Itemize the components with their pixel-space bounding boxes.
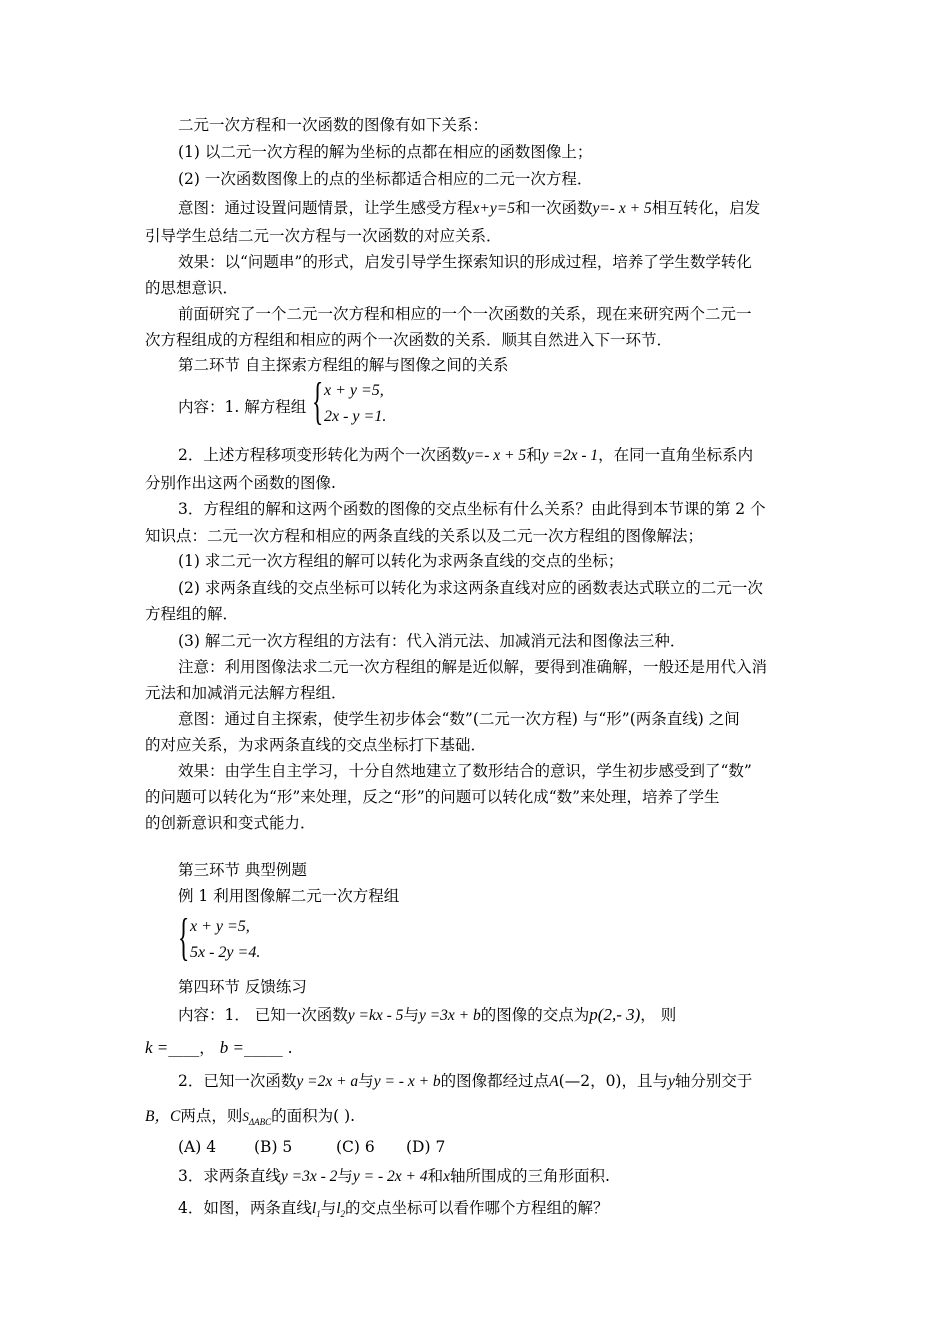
equation-system-2 <box>190 914 260 966</box>
text: (2) 求两条直线的交点坐标可以转化为求这两条直线对应的函数表达式联立的二元一次 <box>178 579 763 597</box>
example-1-title <box>178 886 810 906</box>
paragraph-note <box>178 657 810 677</box>
text: 第二环节 自主探索方程组的解与图像之间的关系 <box>178 356 509 374</box>
text: 的面积为( ). <box>271 1107 356 1125</box>
text: 与 <box>320 1199 337 1217</box>
text: 注意：利用图像法求二元一次方程组的解是近似解，要得到准确解，一般还是用代入消 <box>178 658 768 676</box>
paragraph-relation-1 <box>178 142 810 162</box>
text: 的交点坐标可以看作哪个方程组的解？ <box>345 1199 609 1217</box>
paragraph-effect-1-cont <box>145 278 810 298</box>
math-expression: x+y=5 <box>472 200 515 217</box>
section-heading-2 <box>178 355 810 375</box>
equation: 5x - 2y =4. <box>190 944 261 961</box>
text: (—2，0)，且与 <box>558 1072 668 1090</box>
text: 4．如图，两条直线 <box>178 1199 312 1217</box>
paragraph-step-2 <box>178 445 810 466</box>
paragraph-effect-2 <box>178 761 810 781</box>
text: 第四环节 反馈练习 <box>178 978 307 996</box>
text: 与 <box>358 1072 374 1090</box>
math-expression: y = - 2x + 4 <box>352 1168 428 1185</box>
text: (1) 求二元一次方程组的解可以转化为求两条直线的交点的坐标； <box>178 552 624 570</box>
exercise-3 <box>178 1166 810 1187</box>
text: (1) 以二元一次方程的解为坐标的点都在相应的函数图像上； <box>178 143 593 161</box>
equation: x + y =5, <box>190 918 250 935</box>
text: 2．上述方程移项变形转化为两个一次函数 <box>178 446 467 464</box>
paragraph-effect-2-cont2 <box>145 813 810 833</box>
text: 与 <box>403 1006 419 1024</box>
exercise-1 <box>178 1005 810 1026</box>
text: 两点，则 <box>180 1107 243 1125</box>
paragraph-intent-2-cont <box>145 735 810 755</box>
paragraph-intent-2 <box>178 709 810 729</box>
math-expression: k = <box>145 1038 169 1057</box>
text: 效果：由学生自主学习，十分自然地建立了数形结合的意识，学生初步感受到了“数” <box>178 762 752 780</box>
math-expression: y=- x + 5 <box>592 200 652 217</box>
text: 的问题可以转化为“形”来处理，反之“形”的问题可以转化成“数”来处理，培养了学生 <box>145 788 720 806</box>
math-subscript: 2 <box>340 1209 346 1220</box>
option-a: (A) 4 <box>178 1138 217 1156</box>
text: 的思想意识． <box>145 279 239 297</box>
text: 次方程组成的方程组和相应的两个一次函数的关系．顺其自然进入下一环节． <box>145 331 673 349</box>
text: 二元一次方程和一次函数的图像有如下关系： <box>178 116 489 134</box>
text: 轴分别交于 <box>674 1072 753 1090</box>
text: 2．已知一次函数 <box>178 1072 297 1090</box>
text: 引导学生总结二元一次方程与一次函数的对应关系． <box>145 227 502 245</box>
exercise-2-cont <box>145 1106 810 1132</box>
section-heading-3 <box>178 860 810 880</box>
text: 3．方程组的解和这两个函数的图像的交点坐标有什么关系？由此得到本节课的第 2 个 <box>178 500 766 518</box>
paragraph-step-2-cont <box>145 473 810 493</box>
equation-system-1 <box>324 378 386 430</box>
text: 和 <box>427 1167 444 1185</box>
paragraph-note-cont <box>145 683 810 703</box>
math-subscript: ΔABC <box>248 1117 272 1128</box>
text: ，在同一直角坐标系内 <box>598 446 754 464</box>
math-expression: S <box>242 1109 249 1124</box>
system-brace: { <box>312 373 324 430</box>
paragraph-step-3-cont <box>145 526 810 546</box>
paragraph-intent-1-cont <box>145 226 810 246</box>
text: 轴所围成的三角形面积. <box>450 1167 610 1185</box>
system-brace: { <box>178 909 190 966</box>
point-3 <box>178 631 810 651</box>
math-expression: l <box>336 1200 341 1217</box>
math-expression: y <box>667 1073 675 1090</box>
text: (3) 解二元一次方程组的方法有：代入消元法、加减消元法和图像法三种． <box>178 632 686 650</box>
text: 元法和加减消元法解方程组． <box>145 684 347 702</box>
text: 与 <box>337 1167 353 1185</box>
text: 意图：通过自主探索，使学生初步体会“数”(二元一次方程) 与“形”(两条直线) 之间 <box>178 710 740 728</box>
math-expression: y =kx - 5 <box>347 1007 404 1024</box>
point-1 <box>178 551 810 571</box>
math-expression: b = <box>219 1038 244 1057</box>
point-2 <box>178 578 810 598</box>
option-c: (C) 6 <box>336 1138 375 1156</box>
exercise-1-blanks <box>145 1038 810 1058</box>
point-2-cont <box>145 604 810 624</box>
text: 分别作出这两个函数的图像. <box>145 474 336 492</box>
paragraph-relation-2 <box>178 169 810 189</box>
math-expression: y =3x - 2 <box>280 1168 338 1185</box>
math-expression: A <box>549 1073 559 1090</box>
text: 的创新意识和变式能力． <box>145 814 316 832</box>
text: 内容：1. 解方程组 <box>178 398 307 416</box>
math-expression: y=- x + 5 <box>466 447 527 464</box>
paragraph-effect-2-cont1 <box>145 787 810 807</box>
answer-blank: _____ . <box>243 1039 293 1057</box>
paragraph-transition <box>178 304 810 324</box>
math-expression: p(2,- 3) <box>589 1005 641 1024</box>
text: 意图：通过设置问题情景，让学生感受方程 <box>178 199 473 217</box>
text: 方程组的解． <box>145 605 239 623</box>
text: 第三环节 典型例题 <box>178 861 307 879</box>
text: 效果：以“问题串”的形式，启发引导学生探索知识的形成过程，培养了学生数学转化 <box>178 253 752 271</box>
paragraph-relation-intro <box>178 115 810 135</box>
math-expression: y =3x + b <box>418 1007 481 1024</box>
equation: x + y =5, <box>324 382 384 399</box>
paragraph-step-3 <box>178 499 810 519</box>
equation: 2x - y =1. <box>324 408 387 425</box>
math-expression: x <box>443 1168 451 1185</box>
exercise-2 <box>178 1071 810 1092</box>
text: 相互转化，启发 <box>651 199 761 217</box>
math-expression: y =2x - 1 <box>541 447 599 464</box>
text: 内容：1． 已知一次函数 <box>178 1006 348 1024</box>
option-d: (D) 7 <box>406 1138 446 1156</box>
math-expression: l <box>311 1200 317 1217</box>
text: 和 <box>526 446 542 464</box>
math-subscript: 1 <box>316 1209 321 1220</box>
text: 和一次函数 <box>514 199 593 217</box>
answer-blank: ____， <box>168 1039 215 1057</box>
math-expression: y =2x + a <box>296 1073 359 1090</box>
section-heading-4 <box>178 977 810 997</box>
exercise-4 <box>178 1198 810 1224</box>
paragraph-intent-1 <box>178 198 810 219</box>
text: 的图像的交点为 <box>480 1006 590 1024</box>
text: ， 则 <box>640 1006 677 1024</box>
text: (2) 一次函数图像上的点的坐标都适合相应的二元一次方程． <box>178 170 593 188</box>
text: 知识点：二元一次方程和相应的两条直线的关系以及二元一次方程组的图像解法； <box>145 527 704 545</box>
math-expression: B，C <box>145 1108 181 1125</box>
text: 例 1 利用图像解二元一次方程组 <box>178 887 400 905</box>
content-solve-system <box>178 397 810 417</box>
math-expression: y = - x + b <box>373 1073 441 1090</box>
text: 的对应关系，为求两条直线的交点坐标打下基础． <box>145 736 487 754</box>
text: 的图像都经过点 <box>440 1072 550 1090</box>
paragraph-transition-cont <box>145 330 810 350</box>
paragraph-effect-1 <box>178 252 810 272</box>
text: 前面研究了一个二元一次方程和相应的一个一次函数的关系，现在来研究两个二元一 <box>178 305 752 323</box>
exercise-2-options <box>178 1137 810 1157</box>
text: 3．求两条直线 <box>178 1167 281 1185</box>
option-b: (B) 5 <box>254 1138 293 1156</box>
